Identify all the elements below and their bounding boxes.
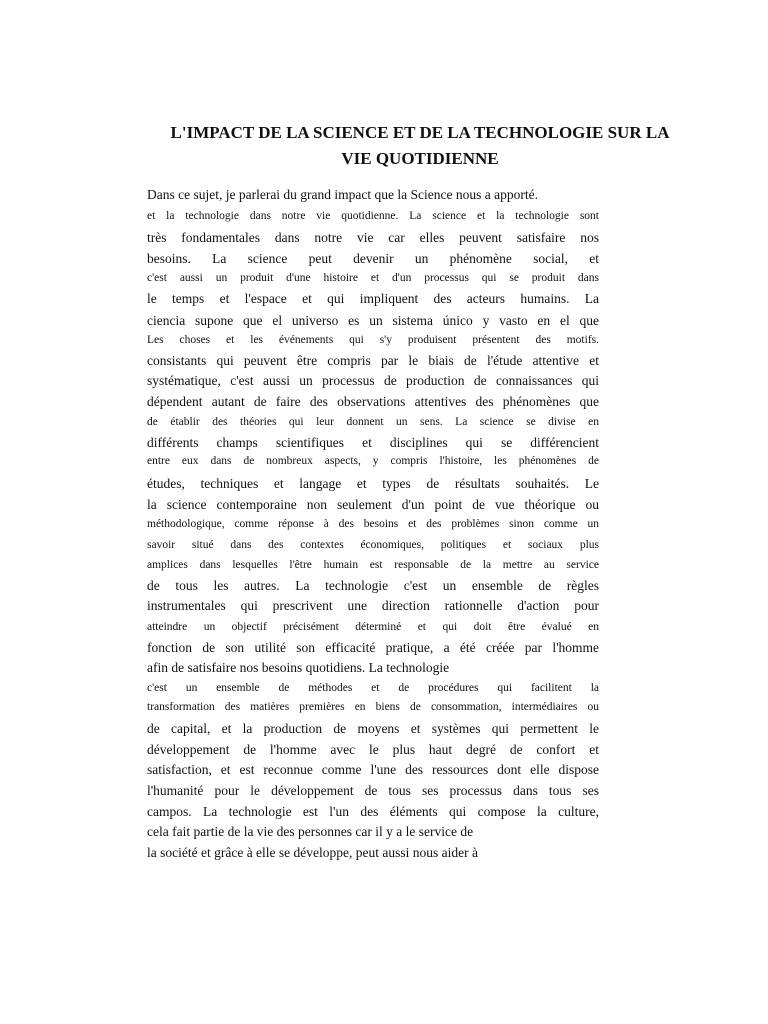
text-line: ciencia supone que el universo es un sistema único y vasto en el que: [147, 313, 599, 328]
document-title: [140, 120, 700, 172]
text-line: systématique, c'est aussi un processus de production de connaissances qui: [147, 373, 599, 388]
text-line: très fondamentales dans notre vie car elles peuvent satisfaire nos: [147, 230, 599, 245]
text-line: méthodologique, comme réponse à des besoins et des problèmes sinon comme un: [147, 518, 599, 530]
text-line: c'est aussi un produit d'une histoire et d'un processus qui se produit dans: [147, 272, 599, 284]
text-line: atteindre un objectif précisément déterminé et qui doit être évalué en: [147, 621, 599, 633]
text-line: le temps et l'espace et qui impliquent des acteurs humains. La: [147, 291, 599, 306]
text-line: amplices dans lesquelles l'être humain est responsable de la mettre au service: [147, 559, 599, 571]
text-line: la société et grâce à elle se développe, peut aussi nous aider à: [147, 845, 478, 860]
text-line: et la technologie dans notre vie quotidienne. La science et la technologie sont: [147, 210, 599, 222]
text-line: instrumentales qui prescrivent une direction rationnelle d'action pour: [147, 598, 599, 613]
text-line: l'humanité pour le développement de tous ses processus dans tous ses: [147, 783, 599, 798]
text-line: consistants qui peuvent être compris par le biais de l'étude attentive et: [147, 353, 599, 368]
text-line: cela fait partie de la vie des personnes car il y a le service de: [147, 824, 474, 839]
text-line: dépendent autant de faire des observations attentives des phénomènes que: [147, 394, 599, 409]
text-line: satisfaction, et est reconnue comme l'une des ressources dont elle dispose: [147, 762, 599, 777]
title-line-1: L'IMPACT DE LA SCIENCE ET DE LA TECHNOLOGIE SUR LA: [170, 123, 670, 142]
text-line: études, techniques et langage et types de résultats souhaités. Le: [147, 476, 599, 491]
text-line: la science contemporaine non seulement d'un point de vue théorique ou: [147, 497, 599, 512]
text-line: afin de satisfaire nos besoins quotidiens. La technologie: [147, 660, 450, 675]
text-line: développement de l'homme avec le plus haut degré de confort et: [147, 742, 599, 757]
text-line: de capital, et la production de moyens et systèmes qui permettent le: [147, 721, 599, 736]
text-line: différents champs scientifiques et disciplines qui se différencient: [147, 435, 599, 450]
text-line: Dans ce sujet, je parlerai du grand impact que la Science nous a apporté.: [147, 187, 538, 202]
text-line: campos. La technologie est l'un des éléments qui compose la culture,: [147, 804, 599, 819]
text-line: de tous les autres. La technologie c'est un ensemble de règles: [147, 578, 599, 593]
text-line: Les choses et les événements qui s'y produisent présentent des motifs.: [147, 334, 599, 346]
text-line: transformation des matières premières en biens de consommation, intermédiaires ou: [147, 701, 599, 713]
text-line: savoir situé dans des contextes économiques, politiques et sociaux plus: [147, 539, 599, 551]
text-line: besoins. La science peut devenir un phénomène social, et: [147, 251, 599, 266]
title-line-2: VIE QUOTIDIENNE: [341, 149, 499, 168]
text-line: fonction de son utilité son efficacité pratique, a été créée par l'homme: [147, 640, 599, 655]
text-line: entre eux dans de nombreux aspects, y compris l'histoire, les phénomènes de: [147, 455, 599, 467]
text-line: c'est un ensemble de méthodes et de procédures qui facilitent la: [147, 682, 599, 694]
text-line: de établir des théories qui leur donnent un sens. La science se divise en: [147, 416, 599, 428]
